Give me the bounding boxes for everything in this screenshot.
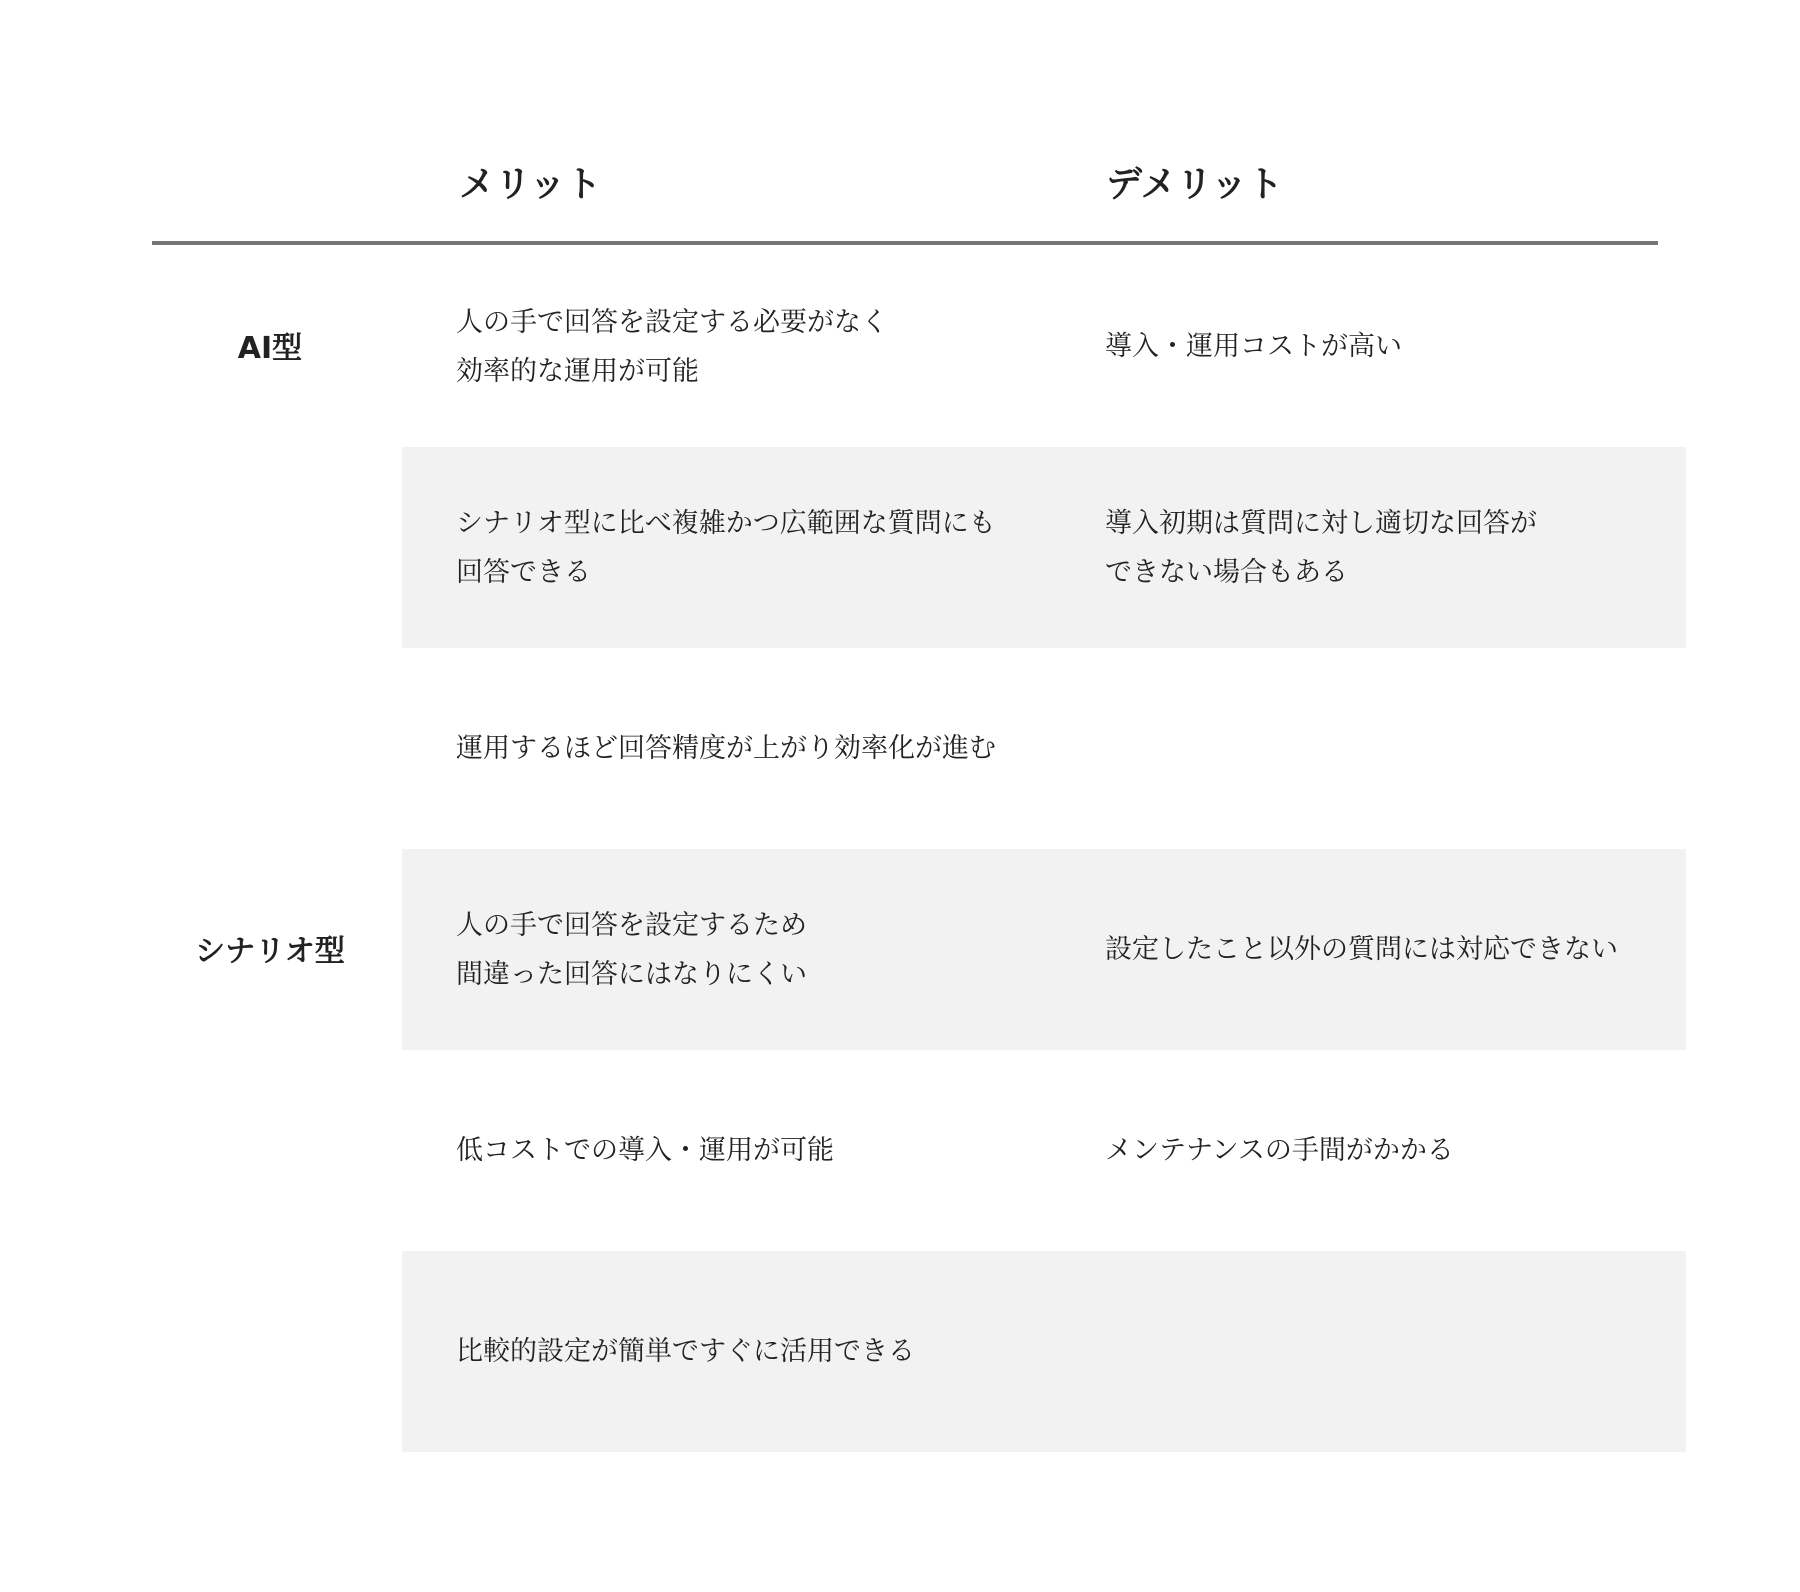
demerit-cell: 設定したこと以外の質問には対応できない	[1105, 934, 1618, 965]
header-demerit: デメリット	[1106, 164, 1284, 205]
merit-cell: 比較的設定が簡単ですぐに活用できる	[456, 1336, 915, 1367]
header-merit: メリット	[459, 164, 602, 205]
header-divider	[152, 241, 1658, 245]
merit-cell: 人の手で回答を設定するため 間違った回答にはなりにくい	[456, 909, 807, 990]
demerit-cell	[1105, 648, 1675, 849]
merit-cell: 低コストでの導入・運用が可能	[456, 1135, 834, 1166]
demerit-cell: 導入・運用コストが高い	[1105, 331, 1402, 362]
group-label-scenario: シナリオ型	[195, 934, 345, 969]
table-row	[402, 1251, 1686, 1452]
table-row	[402, 1050, 1686, 1251]
table-row	[402, 648, 1686, 849]
table-row	[402, 447, 1686, 648]
group-label-ai: AI型	[237, 331, 303, 366]
table-row	[402, 246, 1686, 447]
demerit-cell	[1105, 1251, 1675, 1452]
demerit-cell: メンテナンスの手間がかかる	[1105, 1135, 1454, 1166]
merit-cell: 運用するほど回答精度が上がり効率化が進む	[456, 733, 996, 764]
merit-cell: シナリオ型に比べ複雑かつ広範囲な質問にも 回答できる	[456, 507, 996, 588]
merit-cell: 人の手で回答を設定する必要がなく 効率的な運用が可能	[456, 306, 888, 387]
table-row	[402, 849, 1686, 1050]
demerit-cell: 導入初期は質問に対し適切な回答が できない場合もある	[1105, 507, 1537, 588]
